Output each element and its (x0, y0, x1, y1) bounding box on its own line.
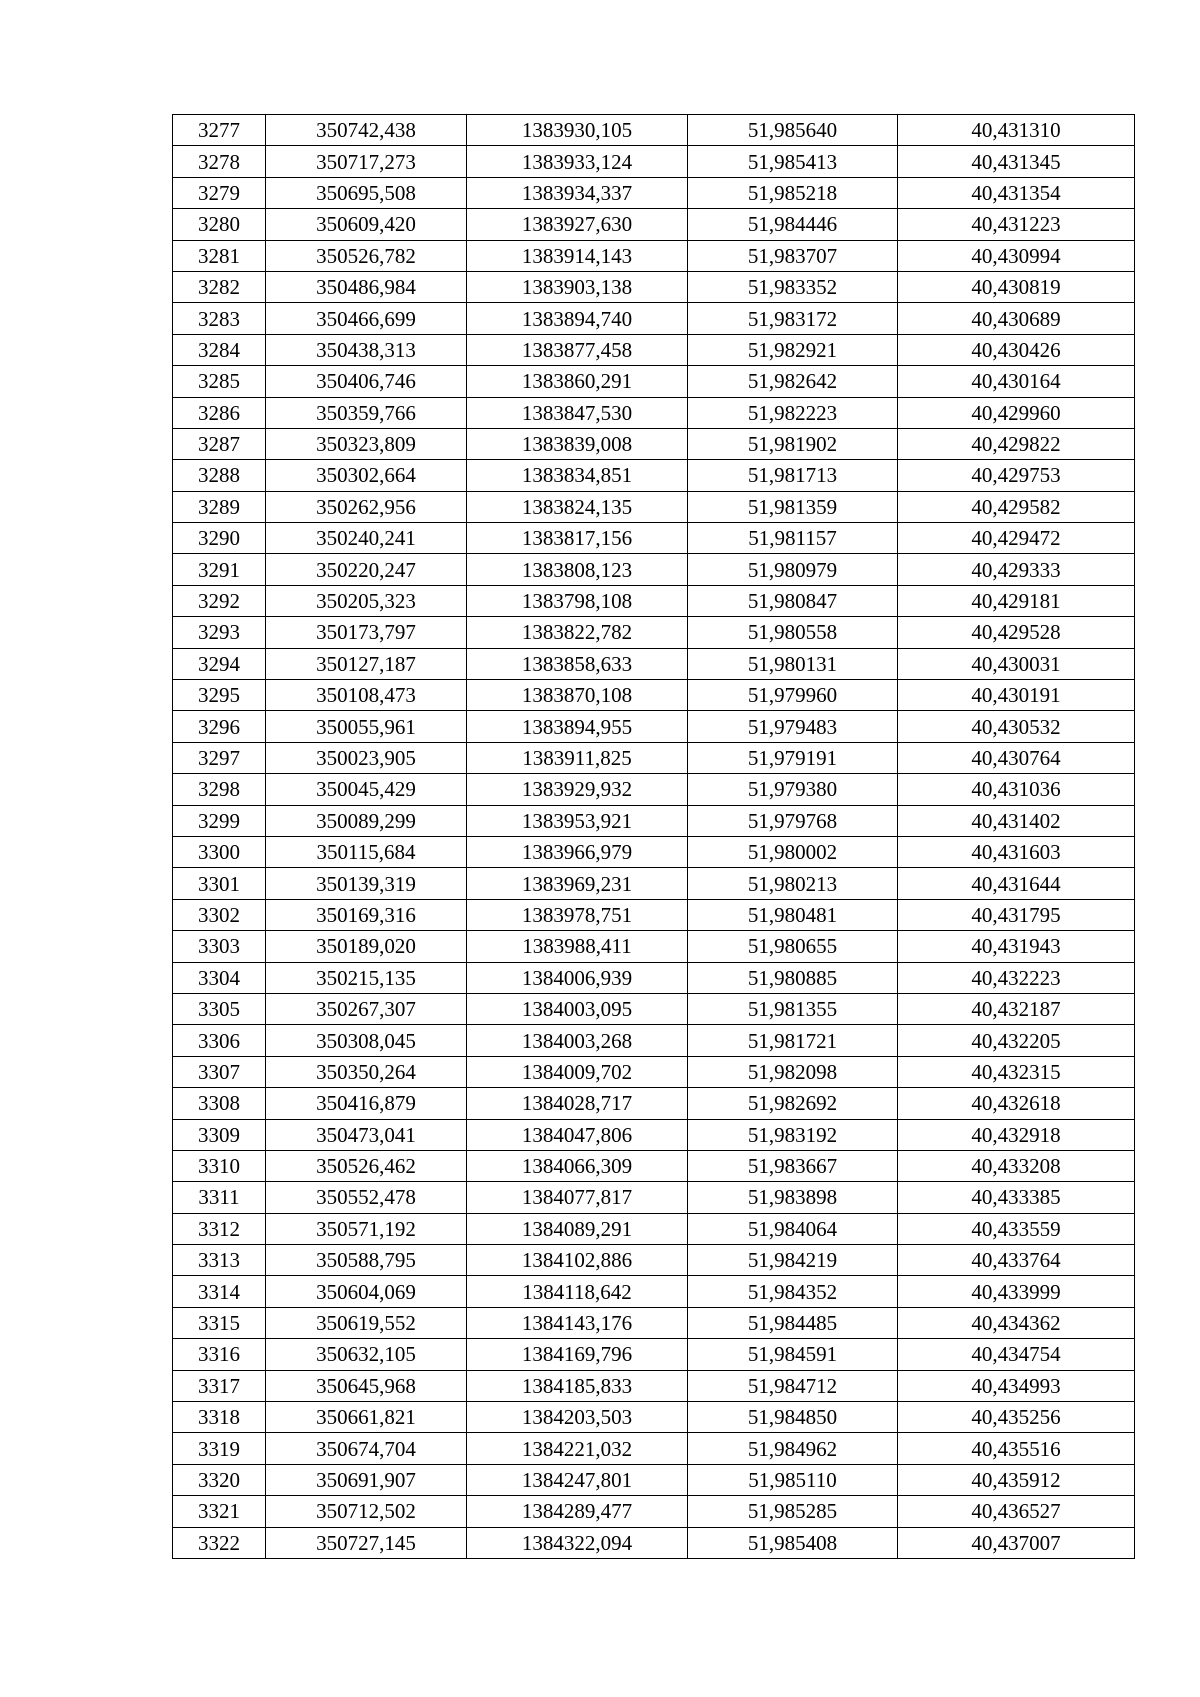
latitude-cell: 51,984219 (688, 1245, 898, 1276)
latitude-cell: 51,983172 (688, 303, 898, 334)
table-row (173, 805, 1135, 836)
y-coordinate-cell: 1383914,143 (467, 240, 688, 271)
y-coordinate-cell: 1383978,751 (467, 899, 688, 930)
y-coordinate-cell: 1383858,633 (467, 648, 688, 679)
table-row (173, 774, 1135, 805)
latitude-cell: 51,981721 (688, 1025, 898, 1056)
table-row (173, 1150, 1135, 1181)
longitude-cell: 40,431345 (898, 146, 1135, 177)
longitude-cell: 40,430426 (898, 334, 1135, 365)
point-number-cell: 3305 (173, 993, 266, 1024)
y-coordinate-cell: 1384047,806 (467, 1119, 688, 1150)
point-number-cell: 3290 (173, 523, 266, 554)
x-coordinate-cell: 350108,473 (266, 680, 467, 711)
latitude-cell: 51,985413 (688, 146, 898, 177)
x-coordinate-cell: 350604,069 (266, 1276, 467, 1307)
latitude-cell: 51,979768 (688, 805, 898, 836)
x-coordinate-cell: 350302,664 (266, 460, 467, 491)
x-coordinate-cell: 350552,478 (266, 1182, 467, 1213)
longitude-cell: 40,429181 (898, 585, 1135, 616)
point-number-cell: 3304 (173, 962, 266, 993)
x-coordinate-cell: 350609,420 (266, 209, 467, 240)
point-number-cell: 3292 (173, 585, 266, 616)
point-number-cell: 3279 (173, 177, 266, 208)
point-number-cell: 3294 (173, 648, 266, 679)
longitude-cell: 40,432918 (898, 1119, 1135, 1150)
longitude-cell: 40,432187 (898, 993, 1135, 1024)
y-coordinate-cell: 1383834,851 (467, 460, 688, 491)
table-row (173, 177, 1135, 208)
coordinates-table-body (173, 115, 1135, 1559)
longitude-cell: 40,433559 (898, 1213, 1135, 1244)
point-number-cell: 3293 (173, 617, 266, 648)
y-coordinate-cell: 1384089,291 (467, 1213, 688, 1244)
longitude-cell: 40,429528 (898, 617, 1135, 648)
table-row (173, 523, 1135, 554)
x-coordinate-cell: 350139,319 (266, 868, 467, 899)
longitude-cell: 40,429333 (898, 554, 1135, 585)
latitude-cell: 51,981359 (688, 491, 898, 522)
y-coordinate-cell: 1383870,108 (467, 680, 688, 711)
point-number-cell: 3306 (173, 1025, 266, 1056)
latitude-cell: 51,983352 (688, 271, 898, 302)
longitude-cell: 40,436527 (898, 1496, 1135, 1527)
latitude-cell: 51,983192 (688, 1119, 898, 1150)
table-row (173, 1056, 1135, 1087)
point-number-cell: 3291 (173, 554, 266, 585)
latitude-cell: 51,981157 (688, 523, 898, 554)
table-row (173, 209, 1135, 240)
longitude-cell: 40,431354 (898, 177, 1135, 208)
longitude-cell: 40,431036 (898, 774, 1135, 805)
longitude-cell: 40,430031 (898, 648, 1135, 679)
y-coordinate-cell: 1383847,530 (467, 397, 688, 428)
latitude-cell: 51,985110 (688, 1464, 898, 1495)
table-row (173, 680, 1135, 711)
x-coordinate-cell: 350466,699 (266, 303, 467, 334)
y-coordinate-cell: 1383877,458 (467, 334, 688, 365)
table-row (173, 115, 1135, 146)
table-row (173, 1370, 1135, 1401)
y-coordinate-cell: 1383903,138 (467, 271, 688, 302)
point-number-cell: 3309 (173, 1119, 266, 1150)
x-coordinate-cell: 350089,299 (266, 805, 467, 836)
y-coordinate-cell: 1384006,939 (467, 962, 688, 993)
y-coordinate-cell: 1383966,979 (467, 836, 688, 867)
latitude-cell: 51,979191 (688, 742, 898, 773)
point-number-cell: 3301 (173, 868, 266, 899)
table-row (173, 1088, 1135, 1119)
point-number-cell: 3278 (173, 146, 266, 177)
longitude-cell: 40,429472 (898, 523, 1135, 554)
table-row (173, 397, 1135, 428)
longitude-cell: 40,430994 (898, 240, 1135, 271)
coordinates-table (172, 114, 1135, 1559)
x-coordinate-cell: 350045,429 (266, 774, 467, 805)
latitude-cell: 51,982642 (688, 366, 898, 397)
table-row (173, 1527, 1135, 1558)
latitude-cell: 51,984485 (688, 1307, 898, 1338)
longitude-cell: 40,437007 (898, 1527, 1135, 1558)
table-row (173, 742, 1135, 773)
latitude-cell: 51,984962 (688, 1433, 898, 1464)
x-coordinate-cell: 350619,552 (266, 1307, 467, 1338)
longitude-cell: 40,429960 (898, 397, 1135, 428)
y-coordinate-cell: 1384169,796 (467, 1339, 688, 1370)
y-coordinate-cell: 1384221,032 (467, 1433, 688, 1464)
table-row (173, 271, 1135, 302)
longitude-cell: 40,430532 (898, 711, 1135, 742)
x-coordinate-cell: 350205,323 (266, 585, 467, 616)
table-row (173, 1245, 1135, 1276)
latitude-cell: 51,981713 (688, 460, 898, 491)
point-number-cell: 3303 (173, 931, 266, 962)
y-coordinate-cell: 1383929,932 (467, 774, 688, 805)
table-row (173, 868, 1135, 899)
y-coordinate-cell: 1383824,135 (467, 491, 688, 522)
y-coordinate-cell: 1383930,105 (467, 115, 688, 146)
latitude-cell: 51,980655 (688, 931, 898, 962)
latitude-cell: 51,982098 (688, 1056, 898, 1087)
longitude-cell: 40,430689 (898, 303, 1135, 334)
x-coordinate-cell: 350588,795 (266, 1245, 467, 1276)
point-number-cell: 3321 (173, 1496, 266, 1527)
x-coordinate-cell: 350717,273 (266, 146, 467, 177)
latitude-cell: 51,980847 (688, 585, 898, 616)
table-row (173, 460, 1135, 491)
latitude-cell: 51,980131 (688, 648, 898, 679)
x-coordinate-cell: 350189,020 (266, 931, 467, 962)
point-number-cell: 3317 (173, 1370, 266, 1401)
point-number-cell: 3280 (173, 209, 266, 240)
table-row (173, 899, 1135, 930)
x-coordinate-cell: 350169,316 (266, 899, 467, 930)
longitude-cell: 40,429822 (898, 428, 1135, 459)
point-number-cell: 3310 (173, 1150, 266, 1181)
longitude-cell: 40,431310 (898, 115, 1135, 146)
longitude-cell: 40,434754 (898, 1339, 1135, 1370)
longitude-cell: 40,430819 (898, 271, 1135, 302)
point-number-cell: 3299 (173, 805, 266, 836)
latitude-cell: 51,979960 (688, 680, 898, 711)
point-number-cell: 3288 (173, 460, 266, 491)
point-number-cell: 3295 (173, 680, 266, 711)
table-row (173, 1119, 1135, 1150)
longitude-cell: 40,429582 (898, 491, 1135, 522)
y-coordinate-cell: 1384289,477 (467, 1496, 688, 1527)
point-number-cell: 3286 (173, 397, 266, 428)
x-coordinate-cell: 350055,961 (266, 711, 467, 742)
longitude-cell: 40,431795 (898, 899, 1135, 930)
latitude-cell: 51,982223 (688, 397, 898, 428)
y-coordinate-cell: 1383988,411 (467, 931, 688, 962)
latitude-cell: 51,985285 (688, 1496, 898, 1527)
y-coordinate-cell: 1384077,817 (467, 1182, 688, 1213)
y-coordinate-cell: 1384185,833 (467, 1370, 688, 1401)
table-row (173, 303, 1135, 334)
table-row (173, 962, 1135, 993)
x-coordinate-cell: 350220,247 (266, 554, 467, 585)
y-coordinate-cell: 1384066,309 (467, 1150, 688, 1181)
y-coordinate-cell: 1383953,921 (467, 805, 688, 836)
x-coordinate-cell: 350526,462 (266, 1150, 467, 1181)
latitude-cell: 51,985640 (688, 115, 898, 146)
point-number-cell: 3289 (173, 491, 266, 522)
longitude-cell: 40,432618 (898, 1088, 1135, 1119)
table-row (173, 1182, 1135, 1213)
x-coordinate-cell: 350632,105 (266, 1339, 467, 1370)
longitude-cell: 40,433999 (898, 1276, 1135, 1307)
point-number-cell: 3281 (173, 240, 266, 271)
table-row (173, 1433, 1135, 1464)
x-coordinate-cell: 350691,907 (266, 1464, 467, 1495)
y-coordinate-cell: 1384003,095 (467, 993, 688, 1024)
latitude-cell: 51,984352 (688, 1276, 898, 1307)
longitude-cell: 40,431644 (898, 868, 1135, 899)
latitude-cell: 51,980002 (688, 836, 898, 867)
point-number-cell: 3311 (173, 1182, 266, 1213)
table-row (173, 585, 1135, 616)
point-number-cell: 3283 (173, 303, 266, 334)
y-coordinate-cell: 1384003,268 (467, 1025, 688, 1056)
longitude-cell: 40,435516 (898, 1433, 1135, 1464)
x-coordinate-cell: 350359,766 (266, 397, 467, 428)
point-number-cell: 3315 (173, 1307, 266, 1338)
table-row (173, 931, 1135, 962)
x-coordinate-cell: 350695,508 (266, 177, 467, 208)
y-coordinate-cell: 1384203,503 (467, 1402, 688, 1433)
x-coordinate-cell: 350308,045 (266, 1025, 467, 1056)
point-number-cell: 3284 (173, 334, 266, 365)
x-coordinate-cell: 350127,187 (266, 648, 467, 679)
longitude-cell: 40,430191 (898, 680, 1135, 711)
x-coordinate-cell: 350406,746 (266, 366, 467, 397)
longitude-cell: 40,434362 (898, 1307, 1135, 1338)
table-row (173, 334, 1135, 365)
latitude-cell: 51,981355 (688, 993, 898, 1024)
point-number-cell: 3322 (173, 1527, 266, 1558)
longitude-cell: 40,430764 (898, 742, 1135, 773)
x-coordinate-cell: 350173,797 (266, 617, 467, 648)
latitude-cell: 51,980558 (688, 617, 898, 648)
latitude-cell: 51,985218 (688, 177, 898, 208)
longitude-cell: 40,435912 (898, 1464, 1135, 1495)
longitude-cell: 40,431402 (898, 805, 1135, 836)
latitude-cell: 51,982692 (688, 1088, 898, 1119)
x-coordinate-cell: 350674,704 (266, 1433, 467, 1464)
x-coordinate-cell: 350262,956 (266, 491, 467, 522)
x-coordinate-cell: 350661,821 (266, 1402, 467, 1433)
longitude-cell: 40,432223 (898, 962, 1135, 993)
table-row (173, 1496, 1135, 1527)
point-number-cell: 3277 (173, 115, 266, 146)
longitude-cell: 40,433208 (898, 1150, 1135, 1181)
longitude-cell: 40,433385 (898, 1182, 1135, 1213)
point-number-cell: 3285 (173, 366, 266, 397)
x-coordinate-cell: 350645,968 (266, 1370, 467, 1401)
x-coordinate-cell: 350215,135 (266, 962, 467, 993)
latitude-cell: 51,980885 (688, 962, 898, 993)
longitude-cell: 40,431223 (898, 209, 1135, 240)
table-row (173, 146, 1135, 177)
point-number-cell: 3287 (173, 428, 266, 459)
y-coordinate-cell: 1383808,123 (467, 554, 688, 585)
table-row (173, 428, 1135, 459)
x-coordinate-cell: 350023,905 (266, 742, 467, 773)
latitude-cell: 51,980213 (688, 868, 898, 899)
latitude-cell: 51,984064 (688, 1213, 898, 1244)
table-row (173, 617, 1135, 648)
x-coordinate-cell: 350742,438 (266, 115, 467, 146)
point-number-cell: 3298 (173, 774, 266, 805)
x-coordinate-cell: 350115,684 (266, 836, 467, 867)
table-row (173, 554, 1135, 585)
longitude-cell: 40,432315 (898, 1056, 1135, 1087)
x-coordinate-cell: 350416,879 (266, 1088, 467, 1119)
y-coordinate-cell: 1383927,630 (467, 209, 688, 240)
y-coordinate-cell: 1383798,108 (467, 585, 688, 616)
x-coordinate-cell: 350526,782 (266, 240, 467, 271)
table-row (173, 366, 1135, 397)
point-number-cell: 3307 (173, 1056, 266, 1087)
table-row (173, 1276, 1135, 1307)
table-row (173, 648, 1135, 679)
latitude-cell: 51,980979 (688, 554, 898, 585)
x-coordinate-cell: 350240,241 (266, 523, 467, 554)
latitude-cell: 51,985408 (688, 1527, 898, 1558)
latitude-cell: 51,983707 (688, 240, 898, 271)
x-coordinate-cell: 350473,041 (266, 1119, 467, 1150)
x-coordinate-cell: 350571,192 (266, 1213, 467, 1244)
point-number-cell: 3308 (173, 1088, 266, 1119)
y-coordinate-cell: 1384247,801 (467, 1464, 688, 1495)
point-number-cell: 3314 (173, 1276, 266, 1307)
y-coordinate-cell: 1384322,094 (467, 1527, 688, 1558)
table-row (173, 1307, 1135, 1338)
point-number-cell: 3302 (173, 899, 266, 930)
latitude-cell: 51,983667 (688, 1150, 898, 1181)
latitude-cell: 51,984591 (688, 1339, 898, 1370)
longitude-cell: 40,432205 (898, 1025, 1135, 1056)
point-number-cell: 3320 (173, 1464, 266, 1495)
point-number-cell: 3316 (173, 1339, 266, 1370)
point-number-cell: 3296 (173, 711, 266, 742)
y-coordinate-cell: 1383894,740 (467, 303, 688, 334)
y-coordinate-cell: 1383911,825 (467, 742, 688, 773)
x-coordinate-cell: 350712,502 (266, 1496, 467, 1527)
longitude-cell: 40,430164 (898, 366, 1135, 397)
point-number-cell: 3297 (173, 742, 266, 773)
latitude-cell: 51,984446 (688, 209, 898, 240)
table-row (173, 1213, 1135, 1244)
y-coordinate-cell: 1384028,717 (467, 1088, 688, 1119)
longitude-cell: 40,433764 (898, 1245, 1135, 1276)
x-coordinate-cell: 350350,264 (266, 1056, 467, 1087)
longitude-cell: 40,435256 (898, 1402, 1135, 1433)
y-coordinate-cell: 1383933,124 (467, 146, 688, 177)
latitude-cell: 51,982921 (688, 334, 898, 365)
longitude-cell: 40,434993 (898, 1370, 1135, 1401)
table-row (173, 491, 1135, 522)
y-coordinate-cell: 1384102,886 (467, 1245, 688, 1276)
longitude-cell: 40,429753 (898, 460, 1135, 491)
y-coordinate-cell: 1383969,231 (467, 868, 688, 899)
point-number-cell: 3282 (173, 271, 266, 302)
x-coordinate-cell: 350727,145 (266, 1527, 467, 1558)
y-coordinate-cell: 1383934,337 (467, 177, 688, 208)
table-row (173, 836, 1135, 867)
latitude-cell: 51,981902 (688, 428, 898, 459)
y-coordinate-cell: 1383894,955 (467, 711, 688, 742)
table-row (173, 711, 1135, 742)
point-number-cell: 3312 (173, 1213, 266, 1244)
table-row (173, 1402, 1135, 1433)
point-number-cell: 3313 (173, 1245, 266, 1276)
y-coordinate-cell: 1383860,291 (467, 366, 688, 397)
latitude-cell: 51,984712 (688, 1370, 898, 1401)
table-row (173, 1025, 1135, 1056)
point-number-cell: 3300 (173, 836, 266, 867)
latitude-cell: 51,980481 (688, 899, 898, 930)
table-row (173, 240, 1135, 271)
table-row (173, 1339, 1135, 1370)
point-number-cell: 3319 (173, 1433, 266, 1464)
y-coordinate-cell: 1383817,156 (467, 523, 688, 554)
longitude-cell: 40,431603 (898, 836, 1135, 867)
longitude-cell: 40,431943 (898, 931, 1135, 962)
table-row (173, 993, 1135, 1024)
latitude-cell: 51,979483 (688, 711, 898, 742)
x-coordinate-cell: 350267,307 (266, 993, 467, 1024)
table-row (173, 1464, 1135, 1495)
latitude-cell: 51,979380 (688, 774, 898, 805)
point-number-cell: 3318 (173, 1402, 266, 1433)
x-coordinate-cell: 350438,313 (266, 334, 467, 365)
y-coordinate-cell: 1383822,782 (467, 617, 688, 648)
y-coordinate-cell: 1384143,176 (467, 1307, 688, 1338)
x-coordinate-cell: 350486,984 (266, 271, 467, 302)
latitude-cell: 51,983898 (688, 1182, 898, 1213)
latitude-cell: 51,984850 (688, 1402, 898, 1433)
y-coordinate-cell: 1384118,642 (467, 1276, 688, 1307)
x-coordinate-cell: 350323,809 (266, 428, 467, 459)
y-coordinate-cell: 1384009,702 (467, 1056, 688, 1087)
y-coordinate-cell: 1383839,008 (467, 428, 688, 459)
